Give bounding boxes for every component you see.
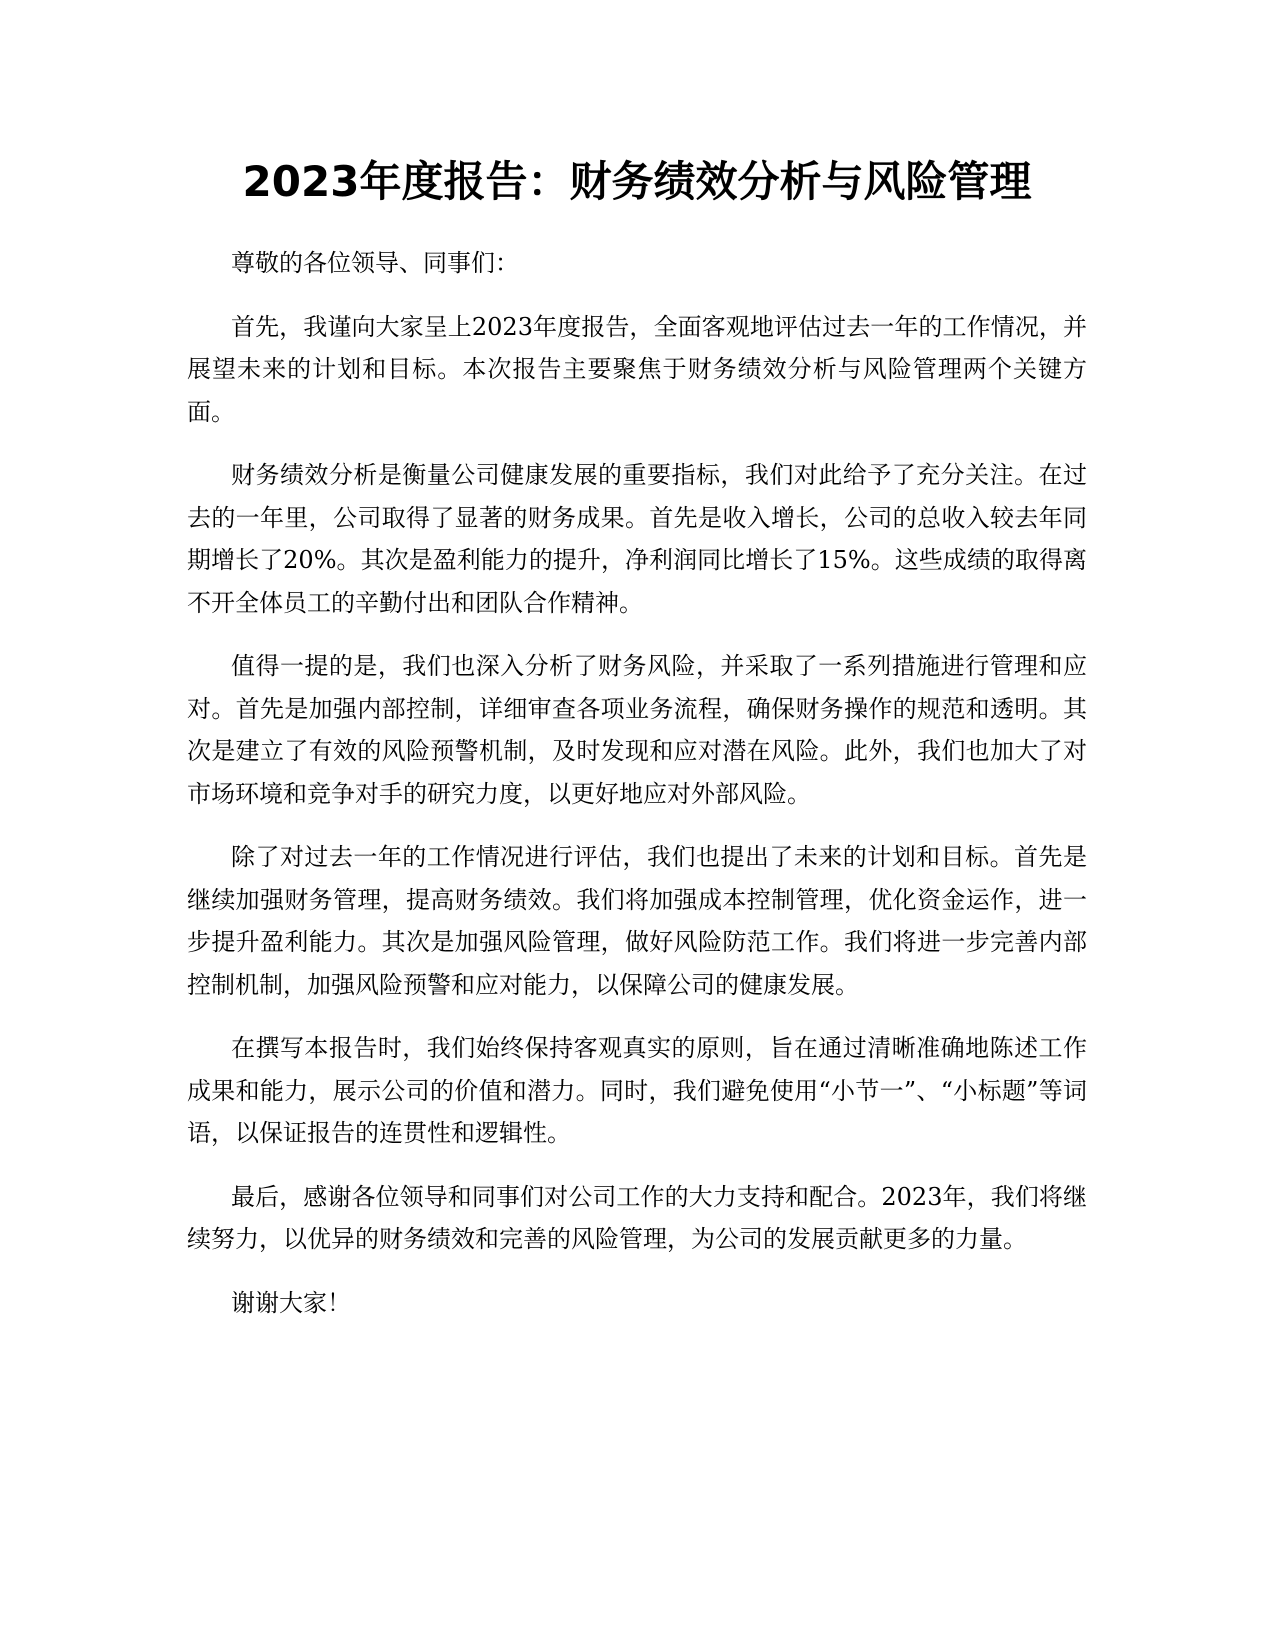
document-page [187, 150, 1087, 1345]
document-title: 2023年度报告：财务绩效分析与风险管理 [242, 157, 1032, 206]
paragraph-introduction: 首先，我谨向大家呈上2023年度报告，全面客观地评估过去一年的工作情况，并展望未来的计划和目标。本次报告主要聚焦于财务绩效分析与风险管理两个关键方面。 [187, 312, 1087, 426]
paragraph-acknowledgement: 最后，感谢各位领导和同事们对公司工作的大力支持和配合。2023年，我们将继续努力，以优异的财务绩效和完善的风险管理，为公司的发展贡献更多的力量。 [187, 1182, 1087, 1253]
paragraph-future-plans: 除了对过去一年的工作情况进行评估，我们也提出了未来的计划和目标。首先是继续加强财务管理，提高财务绩效。我们将加强成本控制管理，优化资金运作，进一步提升盈利能力。其次是加强风险管理，做好风险防范工作。我们将进一步完善内部控制机制，加强风险预警和应对能力，以保障公司的健康发展。 [187, 843, 1087, 999]
paragraph-financial-performance: 财务绩效分析是衡量公司健康发展的重要指标，我们对此给予了充分关注。在过去的一年里，公司取得了显著的财务成果。首先是收入增长，公司的总收入较去年同期增长了20%。其次是盈利能力的提升，净利润同比增长了15%。这些成绩的取得离不开全体员工的辛勤付出和团队合作精神。 [187, 461, 1087, 617]
paragraph-closing: 谢谢大家！ [231, 1288, 351, 1317]
paragraph-risk-analysis: 值得一提的是，我们也深入分析了财务风险，并采取了一系列措施进行管理和应对。首先是加强内部控制，详细审查各项业务流程，确保财务操作的规范和透明。其次是建立了有效的风险预警机制，及时发现和应对潜在风险。此外，我们也加大了对市场环境和竞争对手的研究力度，以更好地应对外部风险。 [187, 652, 1087, 808]
document-body [187, 242, 1087, 1324]
paragraph-greeting: 尊敬的各位领导、同事们： [231, 249, 519, 277]
paragraph-writing-principles: 在撰写本报告时，我们始终保持客观真实的原则，旨在通过清晰准确地陈述工作成果和能力，展示公司的价值和潜力。同时，我们避免使用“小节一”、“小标题”等词语，以保证报告的连贯性和逻辑性。 [187, 1034, 1087, 1147]
